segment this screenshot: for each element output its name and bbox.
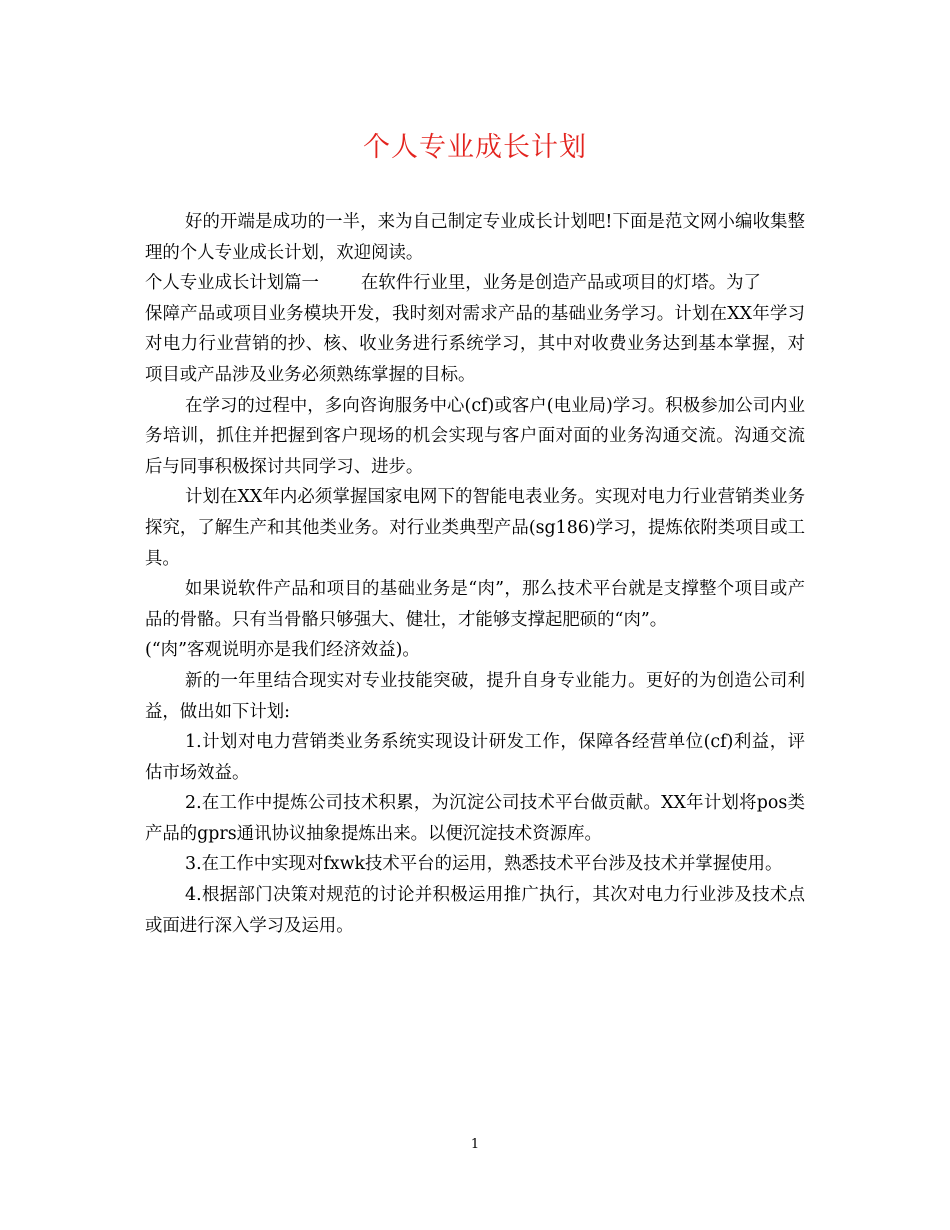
list-item: 2.在工作中提炼公司技术积累，为沉淀公司技术平台做贡献。XX年计划将pos类产品的gprs通讯协议抽象提炼出来。以便沉淀技术资源库。 — [145, 793, 805, 844]
document-body — [145, 207, 805, 941]
section-heading-line — [145, 268, 805, 299]
body-paragraph: 新的一年里结合现实对专业技能突破，提升自身专业能力。更好的为创造公司利益，做出如下计划: — [145, 670, 805, 722]
list-item: 4.根据部门决策对规范的讨论并积极运用推广执行，其次对电力行业涉及技术点或面进行深入学习及运用。 — [145, 885, 805, 936]
body-paragraph: (“肉”客观说明亦是我们经济效益)。 — [145, 640, 420, 661]
section-first-sentence: 在软件行业里，业务是创造产品或项目的灯塔。为了 — [360, 273, 761, 294]
list-item: 3.在工作中实现对fxwk技术平台的运用，熟悉技术平台涉及技术并掌握使用。 — [185, 854, 783, 875]
body-paragraph: 在学习的过程中，多向咨询服务中心(cf)或客户(电业局)学习。积极参加公司内业务培训，抓住并把握到客户现场的机会实现与客户面对面的业务沟通交流。沟通交流后与同事积极探讨共同学习、进步。 — [145, 395, 805, 477]
section-paragraph-continued: 保障产品或项目业务模块开发，我时刻对需求产品的基础业务学习。计划在XX年学习对电力行业营销的抄、核、收业务进行系统学习，其中对收费业务达到基本掌握，对项目或产品涉及业务必须熟练掌握的目标。 — [145, 303, 805, 385]
page-number: 1 — [470, 1137, 480, 1152]
body-paragraph: 如果说软件产品和项目的基础业务是“肉”，那么技术平台就是支撑整个项目或产品的骨骼。只有当骨骼只够强大、健壮，才能够支撑起肥硕的“肉”。 — [145, 579, 805, 630]
page-title: 个人专业成长计划 — [363, 132, 587, 163]
body-paragraph: 计划在XX年内必须掌握国家电网下的智能电表业务。实现对电力行业营销类业务探究，了解生产和其他类业务。对行业类典型产品(sg186)学习，提炼依附类项目或工具。 — [145, 487, 805, 569]
section-heading: 个人专业成长计划篇一 — [145, 273, 319, 294]
intro-paragraph: 好的开端是成功的一半，来为自己制定专业成长计划吧!下面是范文网小编收集整理的个人专业成长计划，欢迎阅读。 — [145, 212, 805, 263]
list-item: 1.计划对电力营销类业务系统实现设计研发工作，保障各经营单位(cf)利益，评估市场效益。 — [145, 732, 805, 783]
